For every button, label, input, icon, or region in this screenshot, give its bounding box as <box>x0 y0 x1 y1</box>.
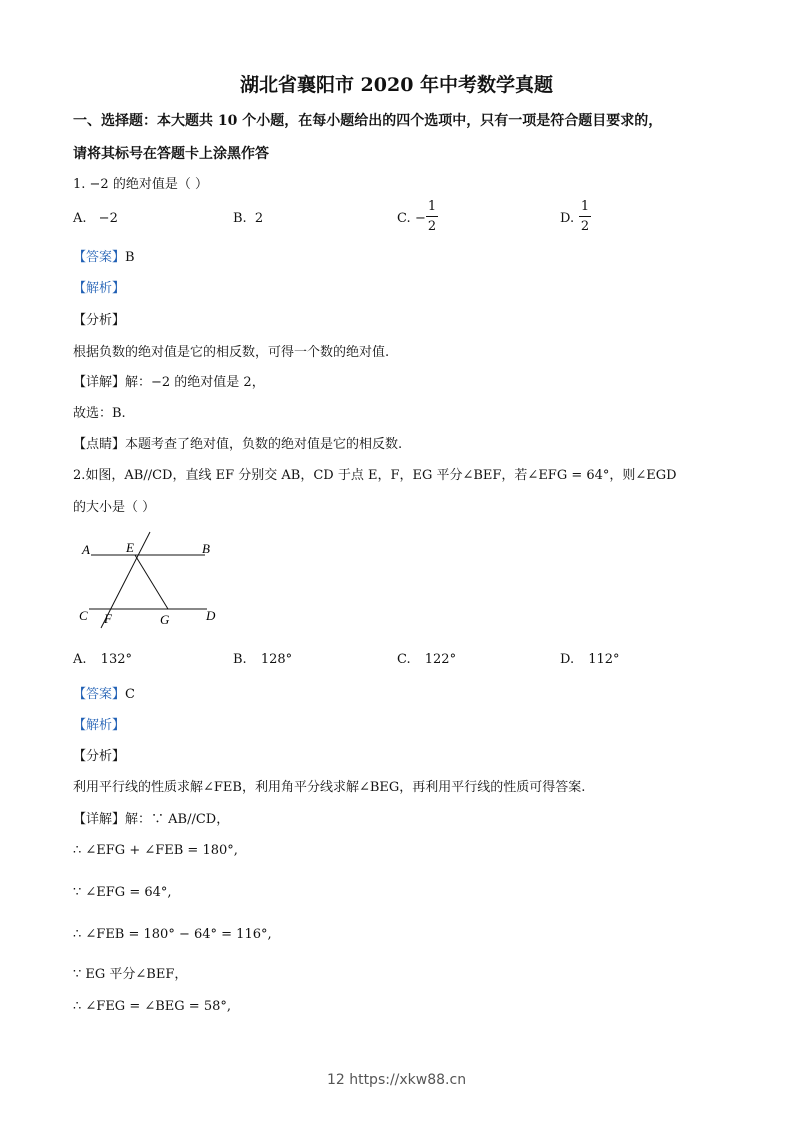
label-d: D <box>206 608 216 623</box>
q2-fenxi-tag: 【分析】 <box>73 749 126 764</box>
q1-option-b-value: 2 <box>254 211 264 226</box>
q1-answer: B <box>125 250 135 265</box>
q1-fenxi-tag: 【分析】 <box>73 313 126 328</box>
q2-stem-line2: 的大小是（ ） <box>73 500 156 515</box>
q2-option-d-value: 112° <box>588 652 620 667</box>
q1-option-a-label: A. <box>73 211 87 226</box>
q2-step-5: ∴ ∠FEG = ∠BEG = 58°, <box>73 999 231 1014</box>
page-footer[interactable]: 12 https://xkw88.cn <box>326 1072 467 1088</box>
label-a: A <box>82 542 90 557</box>
q2-step-2: ∵ ∠EFG = 64°, <box>73 885 172 900</box>
q2-option-b <box>233 652 292 667</box>
q1-option-d-label: D. <box>560 211 575 226</box>
q2-option-a <box>73 652 132 667</box>
q1-answer-tag: 【答案】 <box>73 250 126 265</box>
section-heading-line1: 一、选择题：本大题共 10 个小题，在每小题给出的四个选项中，只有一项是符合题目要求的， <box>73 113 663 129</box>
q1-option-d-numerator: 1 <box>580 199 590 214</box>
q2-answer: C <box>125 687 135 702</box>
q2-stem-line1: 2.如图，AB//CD，直线 EF 分别交 AB，CD 于点 E，F，EG 平分∠BEF，若∠EFG = 64°，则∠EGD <box>73 468 677 483</box>
q1-detail: 【详解】解：−2 的绝对值是 2， <box>73 375 265 390</box>
label-b: B <box>202 541 210 556</box>
label-f: F <box>104 611 112 626</box>
q1-option-c-label: C. <box>397 211 411 226</box>
q1-option-d-denominator: 2 <box>580 219 590 234</box>
q2-answer-tag: 【答案】 <box>73 687 126 702</box>
q1-option-b-label: B. <box>233 211 247 226</box>
q2-option-d <box>560 652 620 667</box>
label-e: E <box>126 540 134 555</box>
q2-option-a-label: A. <box>73 652 87 667</box>
q1-option-a <box>73 211 118 226</box>
q1-comment: 【点睛】本题考查了绝对值，负数的绝对值是它的相反数. <box>73 437 403 452</box>
q2-option-c-value: 122° <box>424 652 457 667</box>
q1-option-c-denominator: 2 <box>427 219 437 234</box>
section-heading-line2: 请将其标号在答题卡上涂黑作答 <box>73 146 269 162</box>
q2-option-d-label: D. <box>560 652 575 667</box>
q2-step-3: ∴ ∠FEB = 180° − 64° = 116°, <box>73 927 272 942</box>
q1-stem: 1. −2 的绝对值是（ ） <box>73 177 208 192</box>
q2-step-1: ∴ ∠EFG + ∠FEB = 180°, <box>73 843 238 858</box>
q1-analysis-tag: 【解析】 <box>73 281 126 296</box>
q1-choose: 故选：B. <box>73 406 126 421</box>
label-c: C <box>79 608 88 623</box>
label-g: G <box>160 612 170 627</box>
q2-geometry-figure <box>75 528 225 633</box>
q2-option-a-value: 132° <box>100 652 132 667</box>
q1-answer-line <box>73 246 135 265</box>
q1-fenxi-text: 根据负数的绝对值是它的相反数，可得一个数的绝对值. <box>73 345 390 360</box>
page-title: 湖北省襄阳市 2020 年中考数学真题 <box>239 74 554 96</box>
q2-option-c <box>397 652 456 667</box>
q2-detail: 【详解】解：∵ AB//CD， <box>73 812 230 827</box>
q2-step-4: ∵ EG 平分∠BEF， <box>73 967 188 982</box>
q2-option-b-value: 128° <box>260 652 293 667</box>
q1-option-b <box>233 211 263 226</box>
q1-option-c-numerator: 1 <box>427 199 437 214</box>
segment-eg <box>135 555 168 609</box>
q2-option-b-label: B. <box>233 652 247 667</box>
q1-option-c-fraction <box>426 200 438 233</box>
q1-option-a-value: −2 <box>98 211 118 226</box>
q2-answer-line <box>73 683 135 702</box>
q2-fenxi-text: 利用平行线的性质求解∠FEB，利用角平分线求解∠BEG，再利用平行线的性质可得答案. <box>73 780 586 795</box>
q2-option-c-label: C. <box>397 652 411 667</box>
q2-analysis-tag: 【解析】 <box>73 718 126 733</box>
q1-option-d-fraction <box>579 200 591 233</box>
q1-option-c-sign: − <box>415 211 426 226</box>
